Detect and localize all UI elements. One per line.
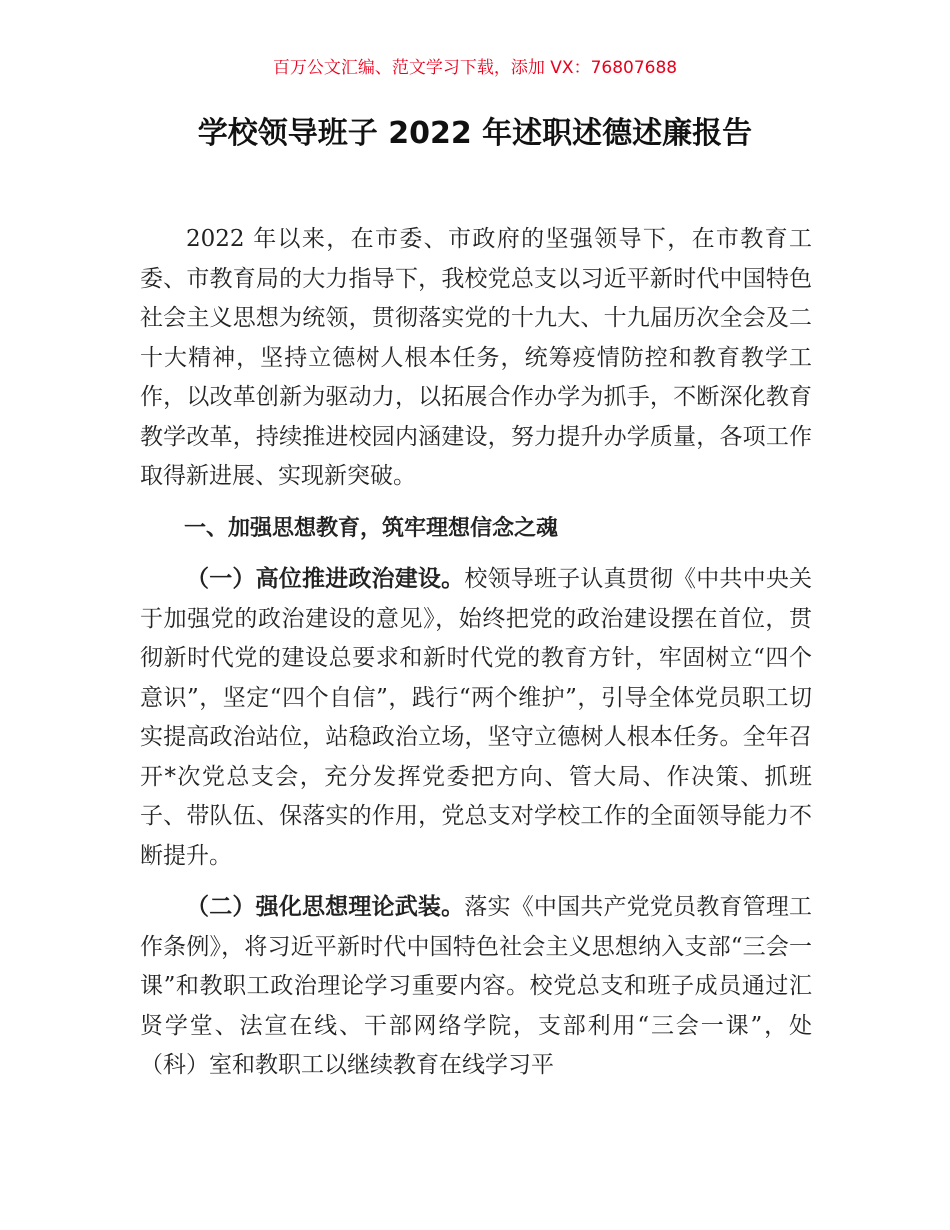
section-heading: 一、加强思想教育，筑牢理想信念之魂 (184, 515, 559, 541)
item-2-lead: （二）强化思想理论武装。 (186, 894, 465, 920)
document-body (140, 220, 812, 1086)
intro-paragraph: 2022 年以来，在市委、市政府的坚强领导下，在市教育工委、市教育局的大力指导下，我校党总支以习近平新时代中国特色社会主义思想为统领，贯彻落实党的十九大、十九届历次全会及二十大精神，坚持立德树人根本任务，统筹疫情防控和教育教学工作，以改革创新为驱动力，以拓展合作办学为抓手，不断深化教育教学改革，持续推进校园内涵建设，努力提升办学质量，各项工作取得新进展、实现新突破。 (140, 226, 812, 489)
item-1-lead: （一）高位推进政治建设。 (186, 566, 465, 592)
item-2-text: 落实《中国共产党党员教育管理工作条例》，将习近平新时代中国特色社会主义思想纳入支部“三会一课”和教职工政治理论学习重要内容。校党总支和班子成员通过汇贤学堂、法宣在线、干部网络学院，支部利用“三会一课”，处（科）室和教职工以继续教育在线学习平 (140, 894, 813, 1078)
document-title: 学校领导班子 2022 年述职述德述廉报告 (197, 116, 753, 151)
paragraph-item-1 (140, 560, 812, 876)
item-1-text: 校领导班子认真贯彻《中共中央关于加强党的政治建设的意见》，始终把党的政治建设摆在首位，贯彻新时代党的建设总要求和新时代党的教育方针，牢固树立“四个意识”，坚定“四个自信”，践行“两个维护”，引导全体党员职工切实提高政治站位，站稳政治立场，坚守立德树人根本任务。全年召开*次党总支会，充分发挥党委把方向、管大局、作决策、抓班子、带队伍、保落实的作用，党总支对学校工作的全面领导能力不断提升。 (140, 566, 813, 869)
watermark-header: 百万公文汇编、范文学习下载，添加 VX：76807688 (272, 58, 678, 78)
paragraph-item-2 (140, 888, 812, 1086)
